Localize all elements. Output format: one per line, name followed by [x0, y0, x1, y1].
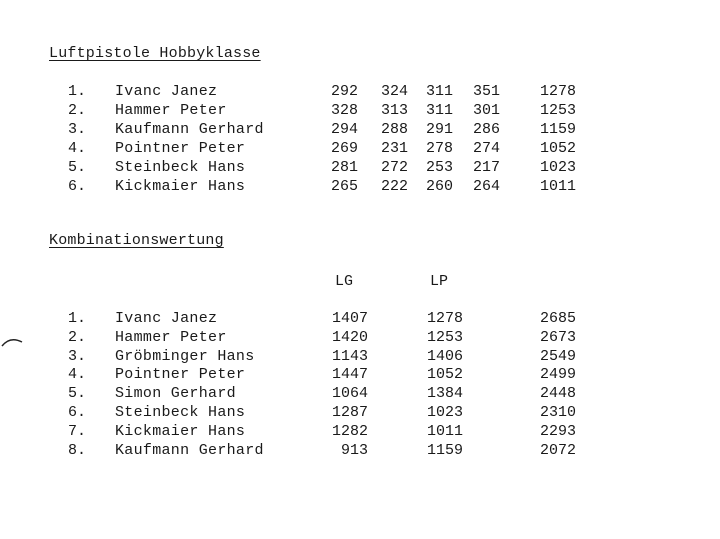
lg-score: 913	[340, 442, 368, 459]
table-row	[0, 422, 720, 441]
series-4-score: 301	[472, 102, 500, 119]
rank: 6.	[68, 178, 87, 195]
series-2-score: 288	[380, 121, 408, 138]
shooter-name: Hammer Peter	[115, 329, 227, 346]
table-row	[0, 365, 720, 384]
series-3-score: 291	[425, 121, 453, 138]
lg-score: 1143	[331, 348, 368, 365]
rank: 4.	[68, 366, 87, 383]
series-2-score: 222	[380, 178, 408, 195]
shooter-name: Kickmaier Hans	[115, 178, 246, 195]
total-score: 1159	[539, 121, 576, 138]
lp-score: 1011	[426, 423, 463, 440]
rank: 7.	[68, 423, 87, 440]
total-score: 1023	[539, 159, 576, 176]
lp-score: 1052	[426, 366, 463, 383]
series-4-score: 286	[472, 121, 500, 138]
total-score: 1278	[539, 83, 576, 100]
rank: 6.	[68, 404, 87, 421]
shooter-name: Ivanc Janez	[115, 83, 218, 100]
shooter-name: Hammer Peter	[115, 102, 227, 119]
table-row	[0, 120, 720, 139]
series-1-score: 292	[330, 83, 358, 100]
table-row	[0, 441, 720, 460]
rank: 3.	[68, 348, 87, 365]
lp-score: 1278	[426, 310, 463, 327]
shooter-name: Kickmaier Hans	[115, 423, 246, 440]
table-row	[0, 139, 720, 158]
rank: 8.	[68, 442, 87, 459]
shooter-name: Pointner Peter	[115, 366, 246, 383]
series-1-score: 281	[330, 159, 358, 176]
table-row	[0, 101, 720, 120]
lg-score: 1420	[331, 329, 368, 346]
series-2-score: 324	[380, 83, 408, 100]
series-4-score: 351	[472, 83, 500, 100]
table-row	[0, 177, 720, 196]
total-score: 2293	[539, 423, 576, 440]
series-1-score: 328	[330, 102, 358, 119]
table-row	[0, 158, 720, 177]
rank: 5.	[68, 385, 87, 402]
lg-score: 1287	[331, 404, 368, 421]
total-score: 2673	[539, 329, 576, 346]
shooter-name: Pointner Peter	[115, 140, 246, 157]
rank: 1.	[68, 83, 87, 100]
lp-score: 1384	[426, 385, 463, 402]
rank: 1.	[68, 310, 87, 327]
rank: 3.	[68, 121, 87, 138]
table-row	[0, 328, 720, 347]
rank: 2.	[68, 102, 87, 119]
rank: 5.	[68, 159, 87, 176]
shooter-name: Kaufmann Gerhard	[115, 121, 264, 138]
shooter-name: Gröbminger Hans	[115, 348, 255, 365]
series-1-score: 294	[330, 121, 358, 138]
series-1-score: 265	[330, 178, 358, 195]
rank: 4.	[68, 140, 87, 157]
table-row	[0, 384, 720, 403]
total-score: 2549	[539, 348, 576, 365]
column-header-lg: LG	[334, 273, 353, 290]
lg-score: 1407	[331, 310, 368, 327]
series-3-score: 311	[425, 102, 453, 119]
shooter-name: Steinbeck Hans	[115, 404, 246, 421]
series-2-score: 231	[380, 140, 408, 157]
lp-score: 1253	[426, 329, 463, 346]
lp-score: 1023	[426, 404, 463, 421]
table-row	[0, 347, 720, 366]
lg-score: 1064	[331, 385, 368, 402]
lp-score: 1159	[426, 442, 463, 459]
kombination-heading: Kombinationswertung	[49, 232, 224, 249]
table-row	[0, 403, 720, 422]
total-score: 2685	[539, 310, 576, 327]
series-3-score: 311	[425, 83, 453, 100]
series-2-score: 313	[380, 102, 408, 119]
series-2-score: 272	[380, 159, 408, 176]
hobbyklasse-heading: Luftpistole Hobbyklasse	[49, 45, 261, 62]
total-score: 2448	[539, 385, 576, 402]
lg-score: 1282	[331, 423, 368, 440]
table-row	[0, 82, 720, 101]
series-4-score: 217	[472, 159, 500, 176]
series-1-score: 269	[330, 140, 358, 157]
lg-score: 1447	[331, 366, 368, 383]
series-4-score: 264	[472, 178, 500, 195]
total-score: 1011	[539, 178, 576, 195]
column-header-lp: LP	[429, 273, 448, 290]
series-3-score: 260	[425, 178, 453, 195]
shooter-name: Ivanc Janez	[115, 310, 218, 327]
shooter-name: Simon Gerhard	[115, 385, 236, 402]
total-score: 2499	[539, 366, 576, 383]
series-3-score: 278	[425, 140, 453, 157]
shooter-name: Kaufmann Gerhard	[115, 442, 264, 459]
total-score: 1052	[539, 140, 576, 157]
rank: 2.	[68, 329, 87, 346]
table-row	[0, 309, 720, 328]
total-score: 2072	[539, 442, 576, 459]
lp-score: 1406	[426, 348, 463, 365]
series-3-score: 253	[425, 159, 453, 176]
total-score: 1253	[539, 102, 576, 119]
shooter-name: Steinbeck Hans	[115, 159, 246, 176]
total-score: 2310	[539, 404, 576, 421]
series-4-score: 274	[472, 140, 500, 157]
